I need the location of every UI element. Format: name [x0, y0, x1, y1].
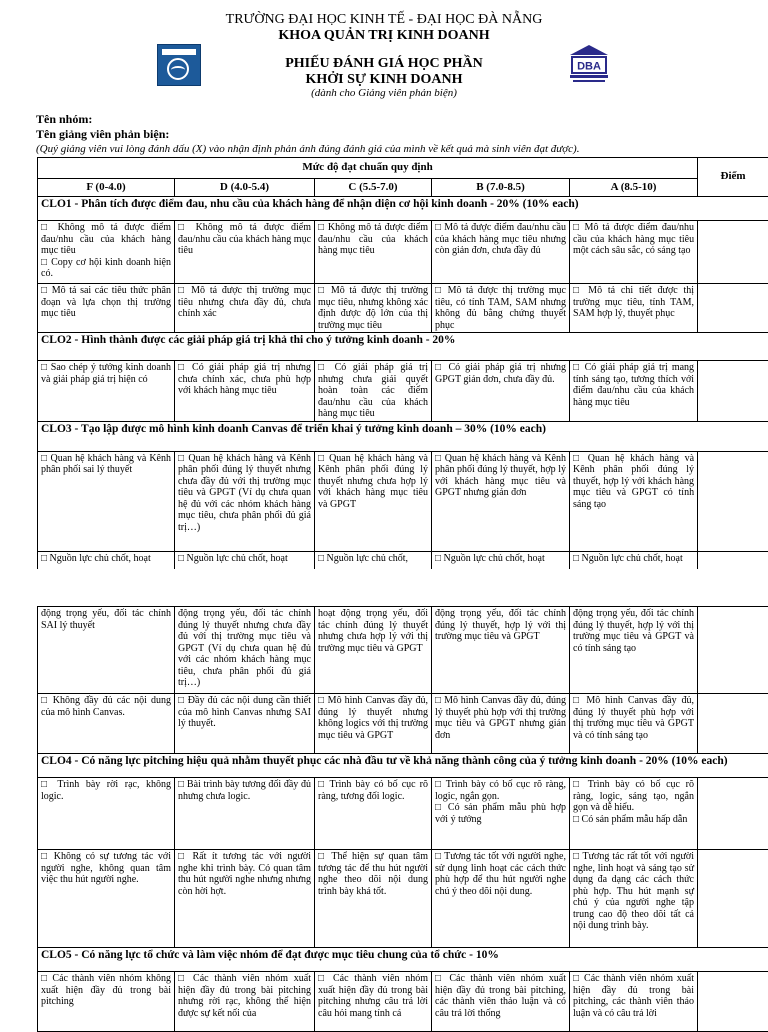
clo3-r3-score[interactable] — [698, 694, 768, 754]
clo3-r2-score[interactable] — [698, 607, 768, 694]
clo5-r1-f[interactable]: □ Các thành viên nhóm không xuất hiện đầy đủ trong bài pitching — [38, 972, 175, 1032]
group-name-label: Tên nhóm: — [36, 112, 92, 127]
svg-text:DBA: DBA — [577, 61, 601, 73]
clo1-r1-score[interactable] — [698, 221, 768, 284]
clo1-r1-f[interactable]: □ Không mô tả được điểm đau/nhu cầu của khách hàng mục tiêu □ Copy cơ hội kinh doanh hiện có. — [38, 221, 175, 284]
standard-level-header: Mức độ đạt chuẩn quy định — [38, 158, 698, 179]
reviewer-name-label: Tên giảng viên phản biện: — [36, 127, 169, 142]
clo4-r1-score[interactable] — [698, 778, 768, 850]
clo3-r3-c[interactable]: □ Mô hình Canvas đầy đủ, đúng lý thuyết nhưng không logics với thị trường mục tiêu và GPGT — [315, 694, 432, 754]
clo3-r3-b[interactable]: □ Mô hình Canvas đầy đủ, đúng lý thuyết phù hợp với thị trường mục tiêu và GPGT nhưng giản đơn — [432, 694, 570, 754]
clo4-r1-c[interactable]: □ Trình bày có bố cục rõ ràng, tương đối logic. — [315, 778, 432, 850]
clo3-r3-f[interactable]: □ Không đầy đủ các nội dung của mô hình Canvas. — [38, 694, 175, 754]
clo1-r1-d[interactable]: □ Không mô tả được điểm đau/nhu cầu của khách hàng mục tiêu — [175, 221, 315, 284]
form-title: PHIẾU ĐÁNH GIÁ HỌC PHẦN — [0, 56, 768, 72]
score-header: Điểm — [698, 158, 768, 197]
page-break — [0, 577, 768, 606]
clo5-r1-c[interactable]: □ Các thành viên nhóm xuất hiện đầy đủ trong bài pitching nhưng câu trả lời câu hỏi mang tính cá — [315, 972, 432, 1032]
clo1-r2-score[interactable] — [698, 284, 768, 333]
clo4-r2-a[interactable]: □ Tương tác rất tốt với người nghe, linh hoạt và sáng tạo sử dụng đa dạng các cách thức phù hợp. Thu hút mạnh sự chú ý của người nghe tập trung cao độ theo dõi tất cả nội dung trình bày. — [570, 850, 698, 948]
clo2-heading: CLO2 - Hình thành được các giải pháp giá trị khả thi cho ý tưởng kinh doanh - 20% — [38, 333, 768, 361]
clo3-r2-b[interactable]: động trọng yếu, đối tác chính đúng lý thuyết, hợp lý với thị trường mục tiêu và GPGT — [432, 607, 570, 694]
clo1-r1-b[interactable]: □ Mô tả được điểm đau/nhu cầu của khách hàng mục tiêu nhưng còn giản đơn, chưa đầy đủ — [432, 221, 570, 284]
clo2-r1-a[interactable]: □ Có giải pháp giá trị mang tính sáng tạo, tương thích với điểm đau/nhu cầu của khách hàng mục tiêu — [570, 361, 698, 422]
level-d-header: D (4.0-5.4) — [175, 179, 315, 197]
course-title: KHỞI SỰ KINH DOANH — [0, 72, 768, 88]
clo2-r1-b[interactable]: □ Có giải pháp giá trị nhưng GPGT giản đơn, chưa đầy đủ. — [432, 361, 570, 422]
faculty-name: KHOA QUẢN TRỊ KINH DOANH — [0, 28, 768, 44]
clo3-r1-f[interactable]: □ Quan hệ khách hàng và Kênh phân phối sai lý thuyết — [38, 451, 175, 551]
clo3-r3-d[interactable]: □ Đầy đủ các nội dung cần thiết của mô hình Canvas nhưng SAI lý thuyết. — [175, 694, 315, 754]
clo3-r3-a[interactable]: □ Mô hình Canvas đầy đủ, đúng lý thuyết phù hợp với thị trường mục tiêu và GPGT và có tính sáng tạo — [570, 694, 698, 754]
clo4-r2-f[interactable]: □ Không có sự tương tác với người nghe, không quan tâm việc thu hút người nghe. — [38, 850, 175, 948]
clo4-r1-f[interactable]: □ Trình bày rời rạc, không logic. — [38, 778, 175, 850]
clo2-r1-d[interactable]: □ Có giải pháp giá trị nhưng chưa chính xác, chưa phù hợp với khách hàng mục tiêu — [175, 361, 315, 422]
clo4-r1-a[interactable]: □ Trình bày có bố cục rõ ràng, logic, sáng tạo, ngắn gọn và dễ hiểu. □ Có sản phẩm mẫu hấp dẫn — [570, 778, 698, 850]
clo3-r2-a-top[interactable]: □ Nguồn lực chủ chốt, hoạt — [570, 551, 698, 569]
clo4-heading: CLO4 - Có năng lực pitching hiệu quả nhằm thuyết phục các nhà đầu tư về khả năng thành công của ý tưởng kinh doanh - 20% (10% each) — [38, 754, 768, 778]
level-a-header: A (8.5-10) — [570, 179, 698, 197]
clo2-r1-f[interactable]: □ Sao chép ý tưởng kinh doanh và giải pháp giá trị hiện có — [38, 361, 175, 422]
clo3-r2-d-top[interactable]: □ Nguồn lực chủ chốt, hoạt — [175, 551, 315, 569]
clo5-heading: CLO5 - Có năng lực tổ chức và làm việc nhóm để đạt được mục tiêu chung của tổ chức - 10% — [38, 948, 768, 972]
clo3-r2-c[interactable]: hoạt động trọng yếu, đối tác chính đúng lý thuyết nhưng chưa hợp lý với thị trường mục tiêu và GPGT — [315, 607, 432, 694]
rubric-table-page-1 — [37, 157, 768, 569]
clo1-r1-a[interactable]: □ Mô tả được điểm đau/nhu cầu của khách hàng mục tiêu một cách sâu sắc, có sáng tạo — [570, 221, 698, 284]
clo3-r1-a[interactable]: □ Quan hệ khách hàng và Kênh phân phối đúng lý thuyết, hợp lý với khách hàng mục tiêu và GPGT có tính sáng tạo — [570, 451, 698, 551]
clo4-r1-d[interactable]: □ Bài trình bày tương đối đầy đủ nhưng chưa logic. — [175, 778, 315, 850]
clo4-r2-score[interactable] — [698, 850, 768, 948]
clo3-r2-c-top[interactable]: □ Nguồn lực chủ chốt, — [315, 551, 432, 569]
clo1-r1-c[interactable]: □ Không mô tả được điểm đau/nhu cầu của khách hàng mục tiêu — [315, 221, 432, 284]
clo5-r1-b[interactable]: □ Các thành viên nhóm xuất hiện đầy đủ trong bài pitching, các thành viên thảo luận và có câu trả lời thống — [432, 972, 570, 1032]
clo1-r2-d[interactable]: □ Mô tả được thị trường mục tiêu nhưng chưa đầy đủ, chưa chính xác — [175, 284, 315, 333]
clo3-r2-a[interactable]: động trọng yếu, đối tác chính đúng lý thuyết, hợp lý với thị trường mục tiêu và GPGT và có tính sáng tạo — [570, 607, 698, 694]
clo1-r2-c[interactable]: □ Mô tả được thị trường mục tiêu, nhưng không xác định được độ lớn của thị trường mục tiêu — [315, 284, 432, 333]
clo3-r2-score-top[interactable] — [698, 551, 768, 569]
clo3-r2-b-top[interactable]: □ Nguồn lực chủ chốt, hoạt — [432, 551, 570, 569]
university-name: TRƯỜNG ĐẠI HỌC KINH TẾ - ĐẠI HỌC ĐÀ NẴNG — [0, 12, 768, 28]
form-subtitle: (dành cho Giảng viên phản biện) — [0, 87, 768, 99]
clo3-heading: CLO3 - Tạo lập được mô hình kinh doanh Canvas để triển khai ý tưởng kinh doanh – 30% (10% each) — [38, 421, 768, 451]
clo3-r2-d[interactable]: động trọng yếu, đối tác chính đúng lý thuyết nhưng chưa đầy đủ với thị trường mục tiêu và GPGT (Ví dụ chưa quan hệ đủ với các nhóm khách hàng mục tiêu, chưa phân phối đủ giá trị…) — [175, 607, 315, 694]
clo4-r2-b[interactable]: □ Tương tác tốt với người nghe, sử dụng linh hoạt các cách thức phù hợp để thu hút người nghe chú ý theo dõi nội dung. — [432, 850, 570, 948]
level-c-header: C (5.5-7.0) — [315, 179, 432, 197]
clo3-r1-b[interactable]: □ Quan hệ khách hàng và Kênh phân phối đúng lý thuyết, hợp lý với khách hàng mục tiêu và GPGT nhưng giản đơn — [432, 451, 570, 551]
clo5-r1-score[interactable] — [698, 972, 768, 1032]
clo3-r2-f[interactable]: động trọng yếu, đối tác chính SAI lý thuyết — [38, 607, 175, 694]
clo2-r1-score[interactable] — [698, 361, 768, 422]
faculty-logo — [568, 44, 610, 84]
clo3-r2-f-top[interactable]: □ Nguồn lực chủ chốt, hoạt — [38, 551, 175, 569]
level-b-header: B (7.0-8.5) — [432, 179, 570, 197]
clo5-r1-a[interactable]: □ Các thành viên nhóm xuất hiện đầy đủ trong bài pitching, các thành viên thảo luận và có câu trả lời — [570, 972, 698, 1032]
clo4-r1-b[interactable]: □ Trình bày có bố cục rõ ràng, logic, ngắn gọn. □ Có sản phẩm mẫu phù hợp với ý tưởng — [432, 778, 570, 850]
rubric-table-page-2 — [37, 606, 768, 1032]
clo5-r1-d[interactable]: □ Các thành viên nhóm xuất hiện đầy đủ trong bài pitching nhưng rời rạc, không thể hiện được sự kết nối của — [175, 972, 315, 1032]
clo1-r2-b[interactable]: □ Mô tả được thị trường mục tiêu, có tính TAM, SAM nhưng không đủ bằng chứng thuyết phục — [432, 284, 570, 333]
instruction-note: (Quý giảng viên vui lòng đánh dấu (X) vào nhận định phản ánh đúng đánh giá của mình về kết quả mà sinh viên đạt được). — [36, 143, 579, 155]
clo4-r2-d[interactable]: □ Rất ít tương tác với người nghe khi trình bày. Có quan tâm thu hút người nghe nhưng nhưng còn hời hợt. — [175, 850, 315, 948]
clo1-r2-a[interactable]: □ Mô tả chi tiết được thị trường mục tiêu, tính TAM, SAM hợp lý, thuyết phục — [570, 284, 698, 333]
clo1-heading: CLO1 - Phân tích được điểm đau, nhu cầu của khách hàng để nhận diện cơ hội kinh doanh - 20% (10% each) — [38, 197, 768, 221]
clo3-r1-score[interactable] — [698, 451, 768, 551]
clo1-r2-f[interactable]: □ Mô tả sai các tiêu thức phân đoạn và lựa chọn thị trường mục tiêu — [38, 284, 175, 333]
university-logo — [157, 44, 201, 86]
clo4-r2-c[interactable]: □ Thể hiện sự quan tâm tương tác để thu hút người nghe theo dõi nội dung trình bày khá tốt. — [315, 850, 432, 948]
clo2-r1-c[interactable]: □ Có giải pháp giá trị nhưng chưa giải quyết hoàn toàn các điểm đau/nhu cầu của khách hàng mục tiêu — [315, 361, 432, 422]
clo3-r1-d[interactable]: □ Quan hệ khách hàng và Kênh phân phối đúng lý thuyết nhưng chưa đầy đủ với thị trường mục tiêu và GPGT (Ví dụ chưa quan hệ đủ với các nhóm khách hàng mục tiêu, chưa phân phối đủ giá trị…) — [175, 451, 315, 551]
clo3-r1-c[interactable]: □ Quan hệ khách hàng và Kênh phân phối đúng lý thuyết nhưng chưa hợp lý với khách hàng mục tiêu và GPGT — [315, 451, 432, 551]
level-f-header: F (0-4.0) — [38, 179, 175, 197]
